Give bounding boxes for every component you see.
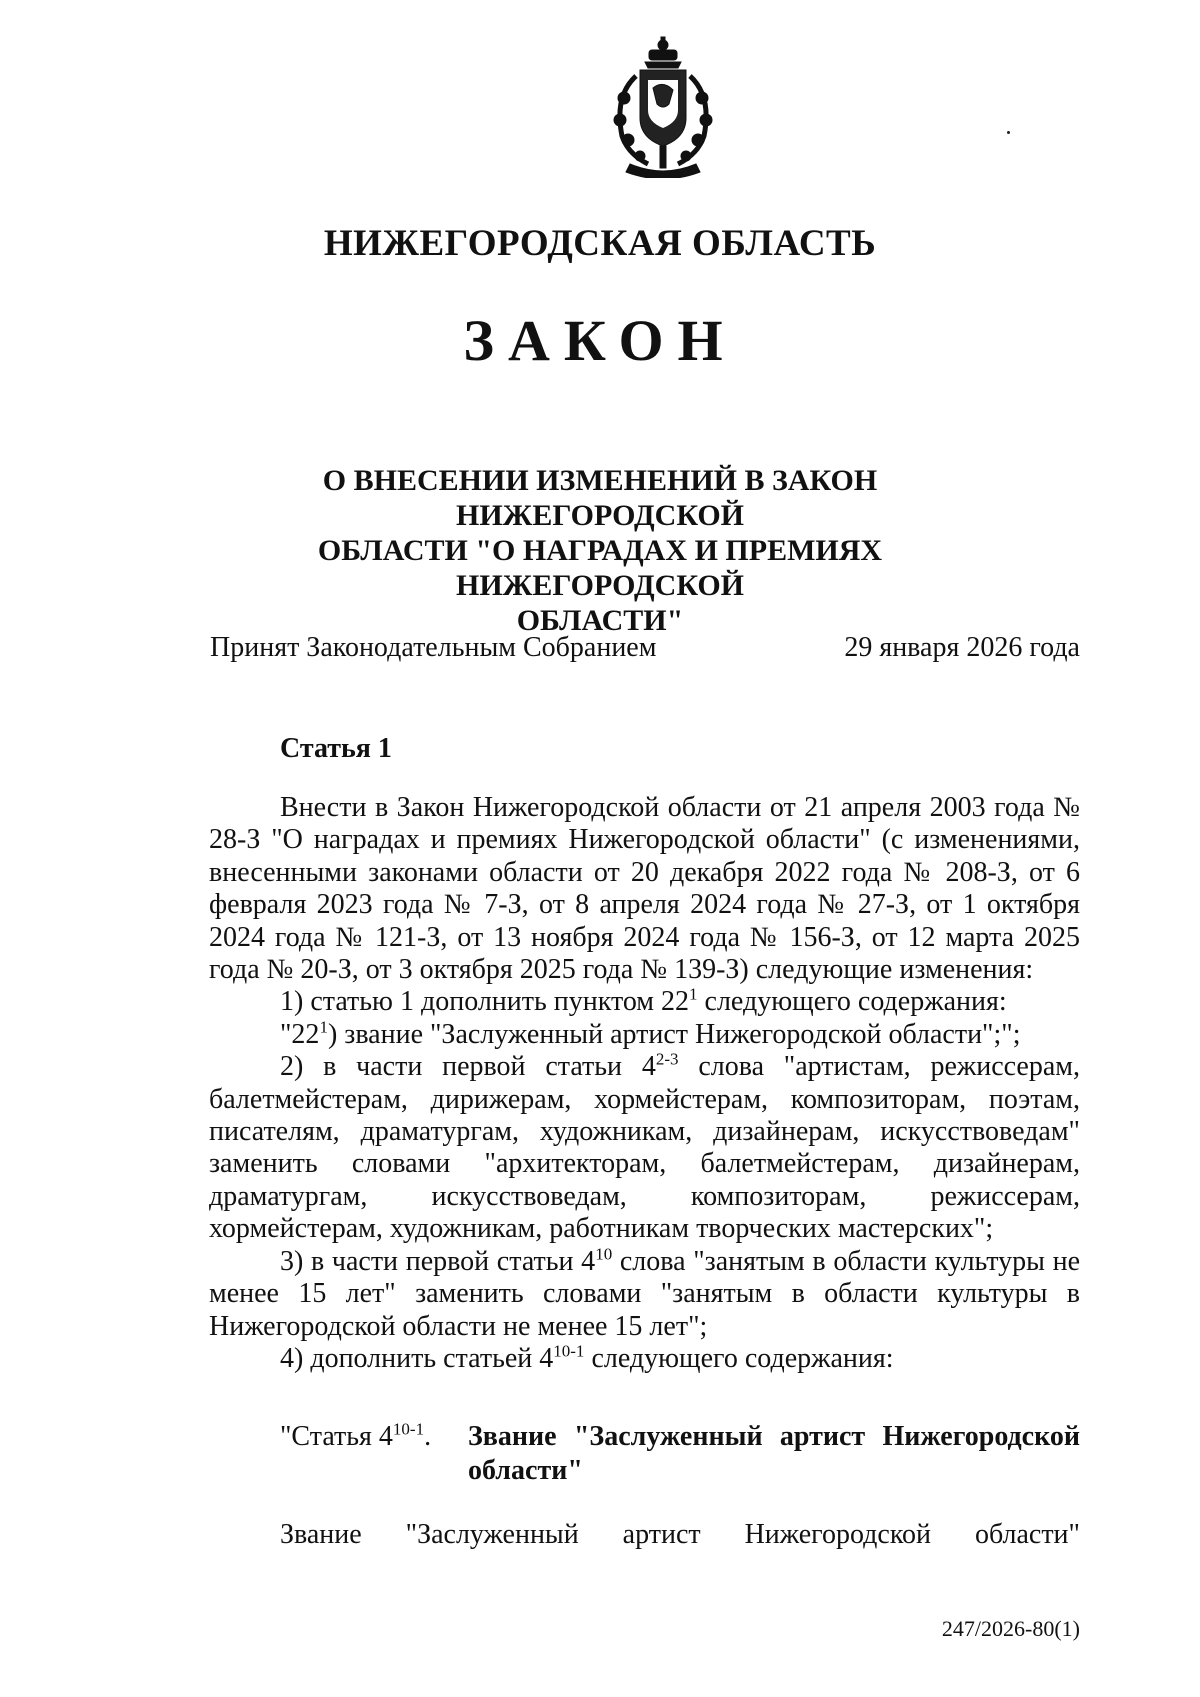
adoption-label: Принят Законодательным Собранием xyxy=(210,632,657,663)
amendment-item-3 xyxy=(209,1246,1080,1343)
item-text: 2) в части первой статьи 4 xyxy=(280,1051,656,1083)
superscript: 10-1 xyxy=(392,1419,425,1439)
item-text: следующего содержания: xyxy=(697,986,1007,1018)
new-article-title: Звание "Заслуженный артист Нижегородской области" xyxy=(468,1421,1080,1486)
superscript: 1 xyxy=(319,1017,328,1037)
region-name: НИЖЕГОРОДСКАЯ ОБЛАСТЬ xyxy=(323,223,877,264)
word: Нижегородской xyxy=(744,1519,931,1550)
item-text: 3) в части первой статьи 4 xyxy=(280,1245,596,1277)
continuation-line xyxy=(280,1519,1080,1551)
word: области" xyxy=(974,1519,1080,1550)
amendment-item-4 xyxy=(209,1343,1080,1375)
item-text: слова "занятым в области культуры не менее 15 лет" заменить словами "занятым в области культуры в Нижегородской области не менее 15 лет"; xyxy=(209,1245,1081,1342)
amendment-item-2 xyxy=(209,1051,1080,1245)
word: Звание xyxy=(280,1519,362,1550)
superscript: 1 xyxy=(689,985,698,1005)
new-article-label xyxy=(280,1420,431,1454)
superscript: 10-1 xyxy=(553,1341,585,1361)
label-text: . xyxy=(424,1421,432,1452)
article-body xyxy=(209,792,1080,1375)
article-intro-paragraph: Внести в Закон Нижегородской области от 21 апреля 2003 года № 28-З "О наградах и премиях Нижегородской области" (с изменениями, внесенными законами области от 20 декабря 2022 года № 208-З, от 6 февраля 2023 года № 7-З, от 8 апреля 2024 года № 27-З, от 1 октября 2024 года № 121-З, от 13 ноября 2024 года № 156-З, от 12 марта 2025 года № 20-З, от 3 октября 2025 года № 139-З) следующие изменения: xyxy=(209,792,1080,986)
item-text: ) звание "Заслуженный артист Нижегородской области";"; xyxy=(327,1018,1021,1050)
adoption-date: 29 января 2026 года xyxy=(844,632,1080,663)
article-heading: Статья 1 xyxy=(280,733,392,764)
superscript: 10 xyxy=(595,1244,613,1264)
title-line: ОБЛАСТИ "О НАГРАДАХ И ПРЕМИЯХ НИЖЕГОРОДСКОЙ xyxy=(317,534,883,602)
item-text: слова "артистам, режиссерам, балетмейстерам, дирижерам, хормейстерам, композиторам, поэтам, писателям, драматургам, художникам, дизайнерам, искусствоведам" заменить словами "архитекторам, балетмейстерам, дизайнерам, драматургам, искусствоведам, композиторам, режиссерам, хормейстерам, художникам, работникам творческих мастерских"; xyxy=(209,1051,1080,1245)
item-text: 4) дополнить статьей 4 xyxy=(280,1342,554,1374)
item-text: следующего содержания: xyxy=(584,1342,894,1374)
coat-of-arms-emblem xyxy=(600,36,726,178)
title-line: О ВНЕСЕНИИ ИЗМЕНЕНИЙ В ЗАКОН НИЖЕГОРОДСКОЙ xyxy=(322,464,878,532)
item-text: "22 xyxy=(280,1018,320,1050)
amendment-item-1-quote xyxy=(209,1019,1080,1051)
scan-speck xyxy=(1007,131,1010,134)
word: "Заслуженный xyxy=(405,1519,579,1550)
title-line: ОБЛАСТИ" xyxy=(516,604,684,637)
superscript: 2-3 xyxy=(655,1049,679,1069)
item-text: 1) статью 1 дополнить пунктом 22 xyxy=(280,986,690,1018)
document-code: 247/2026-80(1) xyxy=(941,1616,1080,1641)
amendment-item-1 xyxy=(209,986,1080,1018)
label-text: "Статья 4 xyxy=(280,1421,393,1452)
law-title xyxy=(230,463,970,638)
word: артист xyxy=(622,1519,701,1550)
document-type: ЗАКОН xyxy=(463,308,737,373)
